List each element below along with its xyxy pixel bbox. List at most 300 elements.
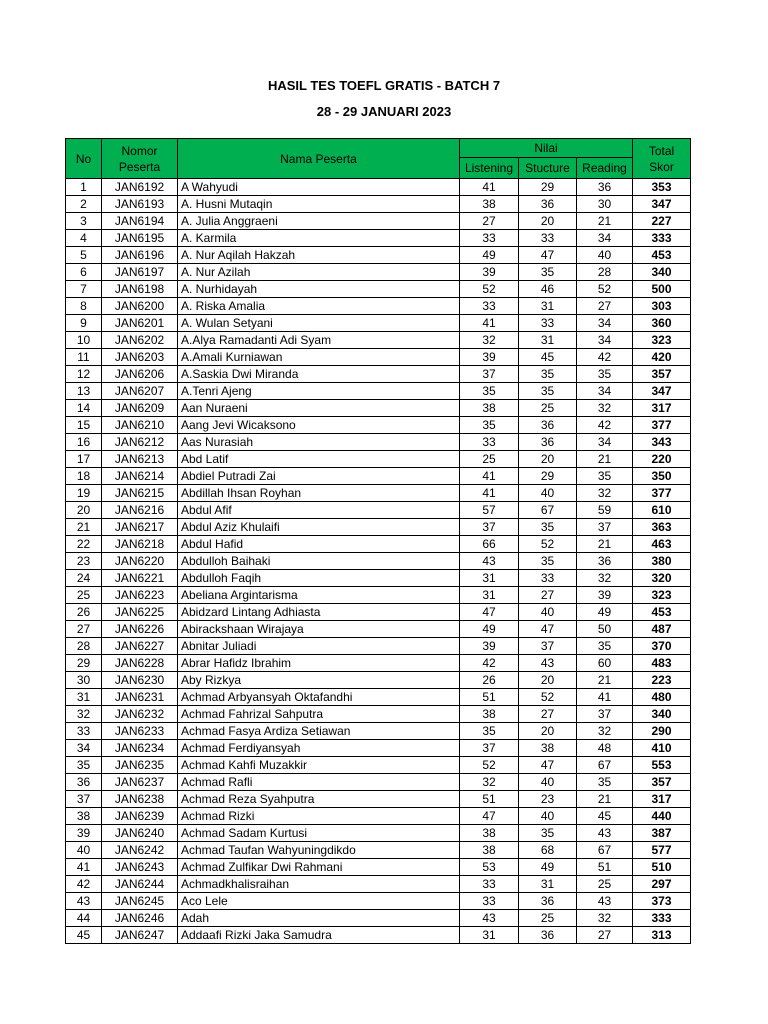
participant-name-cell: A.Tenri Ajeng bbox=[178, 383, 460, 400]
total-score-cell: 373 bbox=[633, 893, 691, 910]
header-nomor-peserta bbox=[102, 139, 178, 179]
table-row bbox=[66, 655, 691, 672]
listening-score-cell: 41 bbox=[460, 315, 519, 332]
total-score-cell: 377 bbox=[633, 417, 691, 434]
listening-score-cell: 38 bbox=[460, 842, 519, 859]
participant-name-cell: A. Nurhidayah bbox=[178, 281, 460, 298]
participant-name-cell: Abdulloh Baihaki bbox=[178, 553, 460, 570]
structure-score-cell: 20 bbox=[519, 723, 577, 740]
row-number-cell: 6 bbox=[66, 264, 102, 281]
participant-name-cell: A. Nur Azilah bbox=[178, 264, 460, 281]
participant-name-cell: Achmad Taufan Wahyuningdikdo bbox=[178, 842, 460, 859]
table-row bbox=[66, 740, 691, 757]
participant-id-cell: JAN6227 bbox=[102, 638, 178, 655]
listening-score-cell: 35 bbox=[460, 383, 519, 400]
row-number-cell: 8 bbox=[66, 298, 102, 315]
listening-score-cell: 37 bbox=[460, 366, 519, 383]
table-row bbox=[66, 706, 691, 723]
participant-name-cell: A.Alya Ramadanti Adi Syam bbox=[178, 332, 460, 349]
row-number-cell: 22 bbox=[66, 536, 102, 553]
structure-score-cell: 46 bbox=[519, 281, 577, 298]
participant-id-cell: JAN6246 bbox=[102, 910, 178, 927]
reading-score-cell: 52 bbox=[577, 281, 633, 298]
structure-score-cell: 35 bbox=[519, 553, 577, 570]
structure-score-cell: 35 bbox=[519, 825, 577, 842]
table-row bbox=[66, 723, 691, 740]
participant-id-cell: JAN6200 bbox=[102, 298, 178, 315]
total-score-cell: 577 bbox=[633, 842, 691, 859]
participant-name-cell: Abdiel Putradi Zai bbox=[178, 468, 460, 485]
participant-name-cell: Abdillah Ihsan Royhan bbox=[178, 485, 460, 502]
reading-score-cell: 36 bbox=[577, 553, 633, 570]
participant-name-cell: A. Karmila bbox=[178, 230, 460, 247]
table-row bbox=[66, 587, 691, 604]
header-total-line2: Skor bbox=[649, 159, 674, 174]
table-row bbox=[66, 604, 691, 621]
total-score-cell: 227 bbox=[633, 213, 691, 230]
row-number-cell: 26 bbox=[66, 604, 102, 621]
row-number-cell: 20 bbox=[66, 502, 102, 519]
row-number-cell: 2 bbox=[66, 196, 102, 213]
structure-score-cell: 25 bbox=[519, 400, 577, 417]
listening-score-cell: 37 bbox=[460, 519, 519, 536]
row-number-cell: 30 bbox=[66, 672, 102, 689]
reading-score-cell: 59 bbox=[577, 502, 633, 519]
structure-score-cell: 68 bbox=[519, 842, 577, 859]
row-number-cell: 41 bbox=[66, 859, 102, 876]
participant-name-cell: Abidzard Lintang Adhiasta bbox=[178, 604, 460, 621]
reading-score-cell: 25 bbox=[577, 876, 633, 893]
participant-name-cell: Aas Nurasiah bbox=[178, 434, 460, 451]
total-score-cell: 313 bbox=[633, 927, 691, 944]
table-row bbox=[66, 808, 691, 825]
table-row bbox=[66, 179, 691, 196]
structure-score-cell: 29 bbox=[519, 179, 577, 196]
reading-score-cell: 39 bbox=[577, 587, 633, 604]
document-subtitle: 28 - 29 JANUARI 2023 bbox=[316, 104, 452, 119]
table-row bbox=[66, 621, 691, 638]
table-row bbox=[66, 230, 691, 247]
participant-id-cell: JAN6225 bbox=[102, 604, 178, 621]
row-number-cell: 11 bbox=[66, 349, 102, 366]
structure-score-cell: 52 bbox=[519, 536, 577, 553]
row-number-cell: 5 bbox=[66, 247, 102, 264]
structure-score-cell: 43 bbox=[519, 655, 577, 672]
participant-name-cell: Achmad Arbyansyah Oktafandhi bbox=[178, 689, 460, 706]
table-row bbox=[66, 315, 691, 332]
total-score-cell: 323 bbox=[633, 332, 691, 349]
total-score-cell: 610 bbox=[633, 502, 691, 519]
reading-score-cell: 34 bbox=[577, 230, 633, 247]
listening-score-cell: 42 bbox=[460, 655, 519, 672]
participant-id-cell: JAN6220 bbox=[102, 553, 178, 570]
row-number-cell: 45 bbox=[66, 927, 102, 944]
participant-name-cell: Abirackshaan Wirajaya bbox=[178, 621, 460, 638]
row-number-cell: 31 bbox=[66, 689, 102, 706]
total-score-cell: 487 bbox=[633, 621, 691, 638]
row-number-cell: 42 bbox=[66, 876, 102, 893]
header-nomor-line1: Nomor bbox=[121, 143, 158, 158]
structure-score-cell: 35 bbox=[519, 366, 577, 383]
listening-score-cell: 38 bbox=[460, 400, 519, 417]
structure-score-cell: 47 bbox=[519, 757, 577, 774]
participant-id-cell: JAN6217 bbox=[102, 519, 178, 536]
total-score-cell: 387 bbox=[633, 825, 691, 842]
reading-score-cell: 30 bbox=[577, 196, 633, 213]
row-number-cell: 44 bbox=[66, 910, 102, 927]
listening-score-cell: 47 bbox=[460, 808, 519, 825]
row-number-cell: 7 bbox=[66, 281, 102, 298]
table-header bbox=[66, 139, 691, 179]
total-score-cell: 290 bbox=[633, 723, 691, 740]
structure-score-cell: 36 bbox=[519, 196, 577, 213]
participant-id-cell: JAN6198 bbox=[102, 281, 178, 298]
participant-name-cell: Abrar Hafidz Ibrahim bbox=[178, 655, 460, 672]
structure-score-cell: 52 bbox=[519, 689, 577, 706]
total-score-cell: 463 bbox=[633, 536, 691, 553]
participant-name-cell: Achmad Fahrizal Sahputra bbox=[178, 706, 460, 723]
total-score-cell: 370 bbox=[633, 638, 691, 655]
total-score-cell: 220 bbox=[633, 451, 691, 468]
total-score-cell: 480 bbox=[633, 689, 691, 706]
total-score-cell: 357 bbox=[633, 774, 691, 791]
header-total-skor bbox=[633, 139, 691, 179]
structure-score-cell: 40 bbox=[519, 485, 577, 502]
table-row bbox=[66, 451, 691, 468]
reading-score-cell: 28 bbox=[577, 264, 633, 281]
listening-score-cell: 38 bbox=[460, 196, 519, 213]
participant-id-cell: JAN6207 bbox=[102, 383, 178, 400]
participant-id-cell: JAN6201 bbox=[102, 315, 178, 332]
listening-score-cell: 41 bbox=[460, 485, 519, 502]
listening-score-cell: 66 bbox=[460, 536, 519, 553]
participant-id-cell: JAN6193 bbox=[102, 196, 178, 213]
listening-score-cell: 31 bbox=[460, 570, 519, 587]
listening-score-cell: 33 bbox=[460, 434, 519, 451]
row-number-cell: 4 bbox=[66, 230, 102, 247]
structure-score-cell: 35 bbox=[519, 264, 577, 281]
structure-score-cell: 29 bbox=[519, 468, 577, 485]
total-score-cell: 333 bbox=[633, 230, 691, 247]
reading-score-cell: 36 bbox=[577, 179, 633, 196]
total-score-cell: 353 bbox=[633, 179, 691, 196]
listening-score-cell: 51 bbox=[460, 791, 519, 808]
participant-name-cell: A. Julia Anggraeni bbox=[178, 213, 460, 230]
total-score-cell: 333 bbox=[633, 910, 691, 927]
participant-id-cell: JAN6203 bbox=[102, 349, 178, 366]
listening-score-cell: 33 bbox=[460, 230, 519, 247]
listening-score-cell: 43 bbox=[460, 553, 519, 570]
reading-score-cell: 34 bbox=[577, 332, 633, 349]
participant-name-cell: A. Nur Aqilah Hakzah bbox=[178, 247, 460, 264]
participant-name-cell: A.Amali Kurniawan bbox=[178, 349, 460, 366]
row-number-cell: 17 bbox=[66, 451, 102, 468]
table-row bbox=[66, 281, 691, 298]
reading-score-cell: 21 bbox=[577, 213, 633, 230]
structure-score-cell: 40 bbox=[519, 808, 577, 825]
participant-name-cell: A. Wulan Setyani bbox=[178, 315, 460, 332]
reading-score-cell: 35 bbox=[577, 366, 633, 383]
participant-id-cell: JAN6235 bbox=[102, 757, 178, 774]
structure-score-cell: 36 bbox=[519, 417, 577, 434]
header-nama-peserta: Nama Peserta bbox=[178, 139, 460, 179]
table-row bbox=[66, 893, 691, 910]
participant-id-cell: JAN6226 bbox=[102, 621, 178, 638]
reading-score-cell: 67 bbox=[577, 757, 633, 774]
listening-score-cell: 38 bbox=[460, 825, 519, 842]
listening-score-cell: 51 bbox=[460, 689, 519, 706]
total-score-cell: 357 bbox=[633, 366, 691, 383]
table-row bbox=[66, 213, 691, 230]
row-number-cell: 1 bbox=[66, 179, 102, 196]
row-number-cell: 21 bbox=[66, 519, 102, 536]
structure-score-cell: 27 bbox=[519, 587, 577, 604]
structure-score-cell: 23 bbox=[519, 791, 577, 808]
row-number-cell: 43 bbox=[66, 893, 102, 910]
table-row bbox=[66, 536, 691, 553]
participant-name-cell: Abdul Hafid bbox=[178, 536, 460, 553]
participant-name-cell: Addaafi Rizki Jaka Samudra bbox=[178, 927, 460, 944]
table-row bbox=[66, 791, 691, 808]
row-number-cell: 24 bbox=[66, 570, 102, 587]
total-score-cell: 340 bbox=[633, 706, 691, 723]
participant-name-cell: Aang Jevi Wicaksono bbox=[178, 417, 460, 434]
listening-score-cell: 43 bbox=[460, 910, 519, 927]
table-row bbox=[66, 910, 691, 927]
reading-score-cell: 21 bbox=[577, 536, 633, 553]
reading-score-cell: 37 bbox=[577, 519, 633, 536]
total-score-cell: 410 bbox=[633, 740, 691, 757]
table-row bbox=[66, 417, 691, 434]
table-row bbox=[66, 434, 691, 451]
reading-score-cell: 34 bbox=[577, 315, 633, 332]
structure-score-cell: 36 bbox=[519, 893, 577, 910]
total-score-cell: 440 bbox=[633, 808, 691, 825]
row-number-cell: 29 bbox=[66, 655, 102, 672]
participant-id-cell: JAN6218 bbox=[102, 536, 178, 553]
participant-id-cell: JAN6238 bbox=[102, 791, 178, 808]
table-row bbox=[66, 332, 691, 349]
participant-id-cell: JAN6223 bbox=[102, 587, 178, 604]
reading-score-cell: 32 bbox=[577, 485, 633, 502]
table-row bbox=[66, 774, 691, 791]
table-row bbox=[66, 553, 691, 570]
participant-id-cell: JAN6202 bbox=[102, 332, 178, 349]
row-number-cell: 39 bbox=[66, 825, 102, 842]
participant-name-cell: Achmad Rafli bbox=[178, 774, 460, 791]
reading-score-cell: 35 bbox=[577, 468, 633, 485]
structure-score-cell: 35 bbox=[519, 383, 577, 400]
participant-id-cell: JAN6240 bbox=[102, 825, 178, 842]
listening-score-cell: 57 bbox=[460, 502, 519, 519]
reading-score-cell: 51 bbox=[577, 859, 633, 876]
row-number-cell: 38 bbox=[66, 808, 102, 825]
total-score-cell: 297 bbox=[633, 876, 691, 893]
row-number-cell: 27 bbox=[66, 621, 102, 638]
table-row bbox=[66, 383, 691, 400]
reading-score-cell: 42 bbox=[577, 349, 633, 366]
participant-id-cell: JAN6242 bbox=[102, 842, 178, 859]
participant-id-cell: JAN6244 bbox=[102, 876, 178, 893]
reading-score-cell: 48 bbox=[577, 740, 633, 757]
header-reading: Reading bbox=[577, 158, 633, 179]
participant-name-cell: Abdul Aziz Khulaifi bbox=[178, 519, 460, 536]
listening-score-cell: 39 bbox=[460, 349, 519, 366]
participant-name-cell: Abnitar Juliadi bbox=[178, 638, 460, 655]
reading-score-cell: 50 bbox=[577, 621, 633, 638]
structure-score-cell: 35 bbox=[519, 519, 577, 536]
table-row bbox=[66, 638, 691, 655]
table-row bbox=[66, 366, 691, 383]
reading-score-cell: 32 bbox=[577, 910, 633, 927]
structure-score-cell: 36 bbox=[519, 434, 577, 451]
listening-score-cell: 41 bbox=[460, 468, 519, 485]
participant-name-cell: Achmad Sadam Kurtusi bbox=[178, 825, 460, 842]
table-body bbox=[66, 179, 691, 944]
total-score-cell: 317 bbox=[633, 400, 691, 417]
reading-score-cell: 37 bbox=[577, 706, 633, 723]
reading-score-cell: 27 bbox=[577, 298, 633, 315]
structure-score-cell: 31 bbox=[519, 876, 577, 893]
participant-id-cell: JAN6216 bbox=[102, 502, 178, 519]
total-score-cell: 363 bbox=[633, 519, 691, 536]
participant-id-cell: JAN6247 bbox=[102, 927, 178, 944]
participant-id-cell: JAN6230 bbox=[102, 672, 178, 689]
total-score-cell: 377 bbox=[633, 485, 691, 502]
row-number-cell: 34 bbox=[66, 740, 102, 757]
table-row bbox=[66, 196, 691, 213]
total-score-cell: 553 bbox=[633, 757, 691, 774]
structure-score-cell: 36 bbox=[519, 927, 577, 944]
participant-name-cell: Achmad Fasya Ardiza Setiawan bbox=[178, 723, 460, 740]
results-table bbox=[65, 138, 691, 944]
structure-score-cell: 27 bbox=[519, 706, 577, 723]
total-score-cell: 350 bbox=[633, 468, 691, 485]
participant-name-cell: Aco Lele bbox=[178, 893, 460, 910]
reading-score-cell: 35 bbox=[577, 774, 633, 791]
table-row bbox=[66, 689, 691, 706]
participant-name-cell: Achmad Ferdiyansyah bbox=[178, 740, 460, 757]
reading-score-cell: 21 bbox=[577, 451, 633, 468]
structure-score-cell: 40 bbox=[519, 604, 577, 621]
participant-name-cell: A. Riska Amalia bbox=[178, 298, 460, 315]
header-nomor-line2: Peserta bbox=[118, 159, 161, 174]
structure-score-cell: 49 bbox=[519, 859, 577, 876]
participant-id-cell: JAN6228 bbox=[102, 655, 178, 672]
participant-name-cell: A Wahyudi bbox=[178, 179, 460, 196]
structure-score-cell: 38 bbox=[519, 740, 577, 757]
structure-score-cell: 33 bbox=[519, 570, 577, 587]
participant-name-cell: Achmad Zulfikar Dwi Rahmani bbox=[178, 859, 460, 876]
row-number-cell: 13 bbox=[66, 383, 102, 400]
table-row bbox=[66, 927, 691, 944]
structure-score-cell: 33 bbox=[519, 315, 577, 332]
row-number-cell: 23 bbox=[66, 553, 102, 570]
total-score-cell: 340 bbox=[633, 264, 691, 281]
structure-score-cell: 25 bbox=[519, 910, 577, 927]
row-number-cell: 37 bbox=[66, 791, 102, 808]
listening-score-cell: 52 bbox=[460, 281, 519, 298]
row-number-cell: 14 bbox=[66, 400, 102, 417]
structure-score-cell: 33 bbox=[519, 230, 577, 247]
listening-score-cell: 53 bbox=[460, 859, 519, 876]
total-score-cell: 347 bbox=[633, 383, 691, 400]
row-number-cell: 33 bbox=[66, 723, 102, 740]
structure-score-cell: 47 bbox=[519, 621, 577, 638]
structure-score-cell: 31 bbox=[519, 298, 577, 315]
row-number-cell: 10 bbox=[66, 332, 102, 349]
listening-score-cell: 31 bbox=[460, 587, 519, 604]
row-number-cell: 12 bbox=[66, 366, 102, 383]
listening-score-cell: 26 bbox=[460, 672, 519, 689]
listening-score-cell: 31 bbox=[460, 927, 519, 944]
row-number-cell: 35 bbox=[66, 757, 102, 774]
total-score-cell: 380 bbox=[633, 553, 691, 570]
participant-id-cell: JAN6197 bbox=[102, 264, 178, 281]
listening-score-cell: 49 bbox=[460, 247, 519, 264]
listening-score-cell: 38 bbox=[460, 706, 519, 723]
reading-score-cell: 35 bbox=[577, 638, 633, 655]
header-total-line1: Total bbox=[648, 143, 675, 158]
participant-id-cell: JAN6195 bbox=[102, 230, 178, 247]
reading-score-cell: 21 bbox=[577, 791, 633, 808]
participant-id-cell: JAN6215 bbox=[102, 485, 178, 502]
header-listening: Listening bbox=[460, 158, 519, 179]
structure-score-cell: 31 bbox=[519, 332, 577, 349]
participant-id-cell: JAN6206 bbox=[102, 366, 178, 383]
participant-id-cell: JAN6243 bbox=[102, 859, 178, 876]
reading-score-cell: 32 bbox=[577, 400, 633, 417]
row-number-cell: 16 bbox=[66, 434, 102, 451]
structure-score-cell: 45 bbox=[519, 349, 577, 366]
total-score-cell: 360 bbox=[633, 315, 691, 332]
participant-name-cell: Abeliana Argintarisma bbox=[178, 587, 460, 604]
header-structure: Stucture bbox=[519, 158, 577, 179]
total-score-cell: 223 bbox=[633, 672, 691, 689]
listening-score-cell: 39 bbox=[460, 264, 519, 281]
table-row bbox=[66, 400, 691, 417]
participant-name-cell: Abd Latif bbox=[178, 451, 460, 468]
participant-id-cell: JAN6231 bbox=[102, 689, 178, 706]
participant-id-cell: JAN6239 bbox=[102, 808, 178, 825]
table-row bbox=[66, 757, 691, 774]
row-number-cell: 40 bbox=[66, 842, 102, 859]
listening-score-cell: 32 bbox=[460, 774, 519, 791]
listening-score-cell: 52 bbox=[460, 757, 519, 774]
document-title: HASIL TES TOEFL GRATIS - BATCH 7 bbox=[267, 78, 501, 93]
listening-score-cell: 33 bbox=[460, 893, 519, 910]
participant-id-cell: JAN6214 bbox=[102, 468, 178, 485]
listening-score-cell: 47 bbox=[460, 604, 519, 621]
participant-id-cell: JAN6210 bbox=[102, 417, 178, 434]
total-score-cell: 453 bbox=[633, 604, 691, 621]
row-number-cell: 32 bbox=[66, 706, 102, 723]
participant-name-cell: A.Saskia Dwi Miranda bbox=[178, 366, 460, 383]
total-score-cell: 453 bbox=[633, 247, 691, 264]
table-row bbox=[66, 349, 691, 366]
structure-score-cell: 40 bbox=[519, 774, 577, 791]
row-number-cell: 18 bbox=[66, 468, 102, 485]
participant-name-cell: Achmad Rizki bbox=[178, 808, 460, 825]
header-nilai: Nilai bbox=[460, 139, 633, 158]
participant-name-cell: Achmadkhalisraihan bbox=[178, 876, 460, 893]
participant-id-cell: JAN6221 bbox=[102, 570, 178, 587]
table-row bbox=[66, 502, 691, 519]
participant-name-cell: Aby Rizkya bbox=[178, 672, 460, 689]
listening-score-cell: 39 bbox=[460, 638, 519, 655]
reading-score-cell: 40 bbox=[577, 247, 633, 264]
reading-score-cell: 34 bbox=[577, 434, 633, 451]
